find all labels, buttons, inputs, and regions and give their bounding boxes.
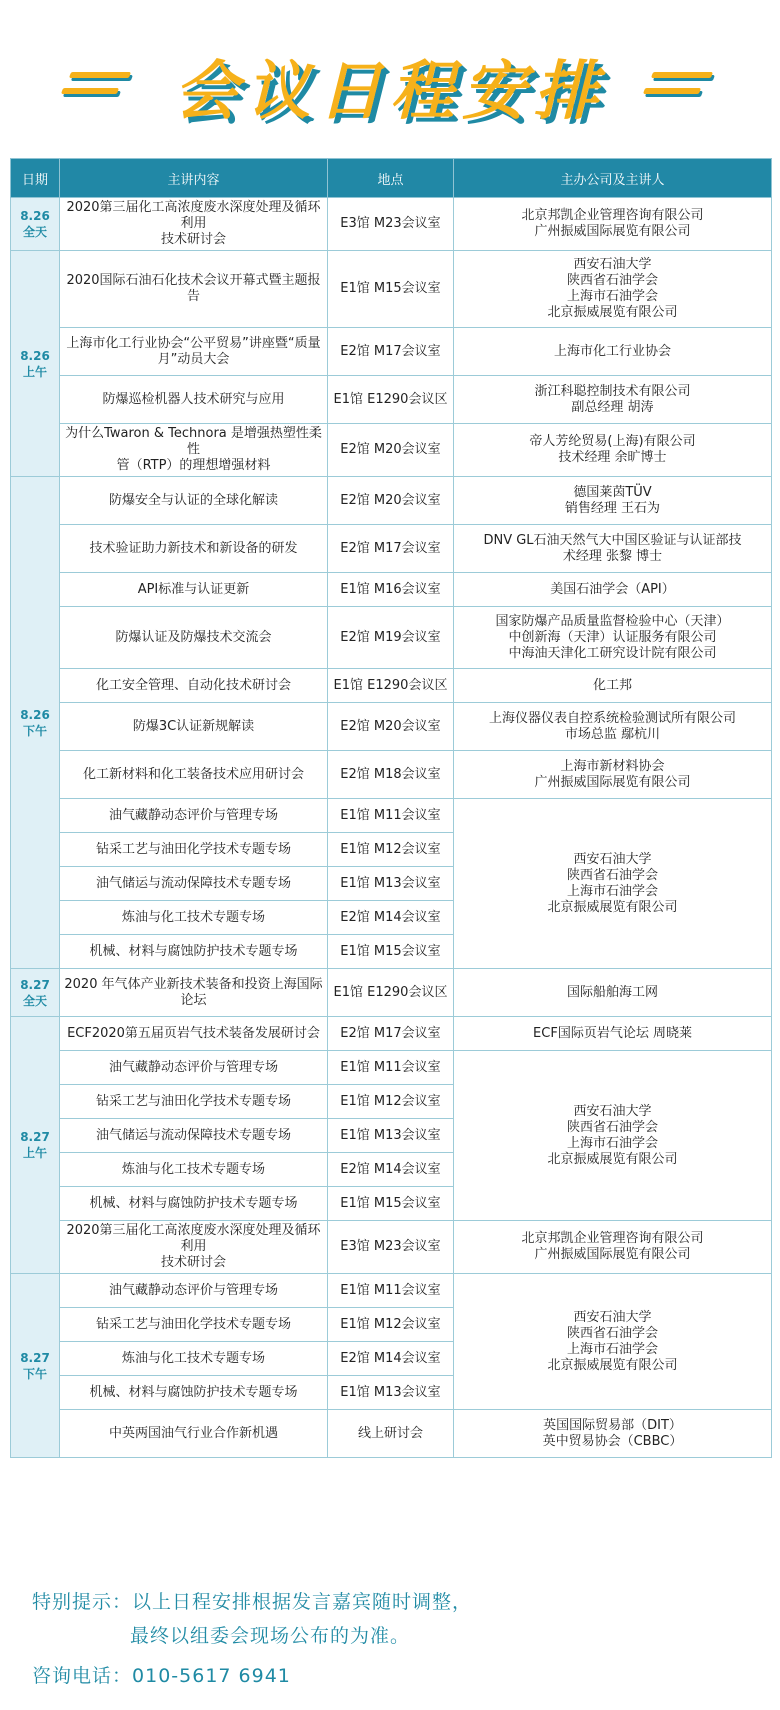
table-row [11, 969, 772, 1017]
host-cell: 上海市新材料协会 广州振威国际展览有限公司 [454, 751, 772, 799]
topic-cell: 2020 年气体产业新技术装备和投资上海国际论坛 [60, 969, 328, 1017]
topic-cell: 钻采工艺与油田化学技术专题专场 [60, 1085, 328, 1119]
venue-cell: E2馆 M20会议室 [328, 703, 454, 751]
title-banner [0, 0, 780, 150]
table-header-row [11, 159, 772, 198]
host-cell: ECF国际页岩气论坛 周晓莱 [454, 1017, 772, 1051]
topic-cell: 防爆3C认证新规解读 [60, 703, 328, 751]
venue-cell: E1馆 M13会议室 [328, 867, 454, 901]
header-host: 主办公司及主讲人 [454, 159, 772, 198]
table-row [11, 376, 772, 424]
venue-cell: E2馆 M18会议室 [328, 751, 454, 799]
venue-cell: E2馆 M19会议室 [328, 607, 454, 669]
topic-cell: 技术验证助力新技术和新设备的研发 [60, 525, 328, 573]
topic-cell: 炼油与化工技术专题专场 [60, 1153, 328, 1187]
topic-cell: 油气储运与流动保障技术专题专场 [60, 1119, 328, 1153]
table-row [11, 1410, 772, 1458]
header-topic: 主讲内容 [60, 159, 328, 198]
venue-cell: E1馆 E1290会议区 [328, 376, 454, 424]
note-line-2 [32, 1619, 752, 1653]
topic-cell: 炼油与化工技术专题专场 [60, 901, 328, 935]
venue-cell: E2馆 M20会议室 [328, 477, 454, 525]
page-title: 会议日程安排 [174, 55, 606, 129]
table-row [11, 751, 772, 799]
notes-section [32, 1585, 752, 1693]
venue-cell: E1馆 M12会议室 [328, 1085, 454, 1119]
venue-cell: E1馆 M11会议室 [328, 799, 454, 833]
venue-cell: E1馆 E1290会议区 [328, 969, 454, 1017]
venue-cell: E1馆 M15会议室 [328, 1187, 454, 1221]
topic-cell: 油气储运与流动保障技术专题专场 [60, 867, 328, 901]
phone-line [32, 1659, 752, 1693]
venue-cell: E1馆 E1290会议区 [328, 669, 454, 703]
topic-cell: 油气藏静动态评价与管理专场 [60, 1274, 328, 1308]
table-row [11, 477, 772, 525]
host-cell: 西安石油大学 陕西省石油学会 上海市石油学会 北京振威展览有限公司 [454, 1051, 772, 1221]
venue-cell: E3馆 M23会议室 [328, 198, 454, 251]
date-cell: 8.27 下午 [11, 1274, 60, 1458]
table-row [11, 198, 772, 251]
schedule-table [10, 158, 772, 1458]
topic-cell: 化工新材料和化工装备技术应用研讨会 [60, 751, 328, 799]
note-label: 特别提示： [32, 1591, 133, 1613]
date-cell: 8.27 全天 [11, 969, 60, 1017]
venue-cell: E2馆 M17会议室 [328, 525, 454, 573]
date-cell: 8.26 下午 [11, 477, 60, 969]
phone-number: 010-5617 6941 [132, 1665, 291, 1687]
date-cell: 8.26 全天 [11, 198, 60, 251]
venue-cell: E2馆 M20会议室 [328, 424, 454, 477]
table-row [11, 525, 772, 573]
topic-cell: 上海市化工行业协会“公平贸易”讲座暨“质量 月”动员大会 [60, 328, 328, 376]
venue-cell: E1馆 M11会议室 [328, 1051, 454, 1085]
host-cell: 国际船舶海工网 [454, 969, 772, 1017]
venue-cell: E2馆 M14会议室 [328, 1342, 454, 1376]
date-cell: 8.27 上午 [11, 1017, 60, 1274]
topic-cell: 2020第三届化工高浓度废水深度处理及循环利用 技术研讨会 [60, 1221, 328, 1274]
host-cell: 化工邦 [454, 669, 772, 703]
host-cell: 美国石油学会（API） [454, 573, 772, 607]
header-date: 日期 [11, 159, 60, 198]
topic-cell: 2020第三届化工高浓度废水深度处理及循环利用 技术研讨会 [60, 198, 328, 251]
venue-cell: E2馆 M14会议室 [328, 1153, 454, 1187]
host-cell: 北京邦凯企业管理咨询有限公司 广州振威国际展览有限公司 [454, 1221, 772, 1274]
host-cell: 西安石油大学 陕西省石油学会 上海市石油学会 北京振威展览有限公司 [454, 799, 772, 969]
table-row [11, 669, 772, 703]
venue-cell: E1馆 M13会议室 [328, 1119, 454, 1153]
venue-cell: E2馆 M17会议室 [328, 328, 454, 376]
topic-cell: 2020国际石油石化技术会议开幕式暨主题报告 [60, 251, 328, 328]
topic-cell: 化工安全管理、自动化技术研讨会 [60, 669, 328, 703]
topic-cell: 油气藏静动态评价与管理专场 [60, 799, 328, 833]
table-row [11, 607, 772, 669]
table-row [11, 1051, 772, 1085]
topic-cell: 炼油与化工技术专题专场 [60, 1342, 328, 1376]
host-cell: 国家防爆产品质量监督检验中心（天津） 中创新海（天津）认证服务有限公司 中海油天津化工研究设计院有限公司 [454, 607, 772, 669]
note-text-1: 以上日程安排根据发言嘉宾随时调整， [132, 1591, 473, 1613]
topic-cell: 钻采工艺与油田化学技术专题专场 [60, 833, 328, 867]
venue-cell: E1馆 M15会议室 [328, 935, 454, 969]
phone-label: 咨询电话： [32, 1665, 133, 1687]
venue-cell: E1馆 M13会议室 [328, 1376, 454, 1410]
topic-cell: API标准与认证更新 [60, 573, 328, 607]
table-row [11, 328, 772, 376]
note-line-1 [32, 1585, 752, 1619]
table-row [11, 799, 772, 833]
host-cell: 英国国际贸易部（DIT） 英中贸易协会（CBBC） [454, 1410, 772, 1458]
topic-cell: 为什么Twaron & Technora 是增强热塑性柔性 管（RTP）的理想增强材料 [60, 424, 328, 477]
host-cell: 西安石油大学 陕西省石油学会 上海市石油学会 北京振威展览有限公司 [454, 251, 772, 328]
venue-cell: E3馆 M23会议室 [328, 1221, 454, 1274]
header-venue: 地点 [328, 159, 454, 198]
topic-cell: 中英两国油气行业合作新机遇 [60, 1410, 328, 1458]
host-cell: 北京邦凯企业管理咨询有限公司 广州振威国际展览有限公司 [454, 198, 772, 251]
topic-cell: 钻采工艺与油田化学技术专题专场 [60, 1308, 328, 1342]
topic-cell: 机械、材料与腐蚀防护技术专题专场 [60, 935, 328, 969]
host-cell: 上海仪器仪表自控系统检验测试所有限公司 市场总监 鄢杭川 [454, 703, 772, 751]
venue-cell: E1馆 M12会议室 [328, 833, 454, 867]
host-cell: 帝人芳纶贸易(上海)有限公司 技术经理 余旷博士 [454, 424, 772, 477]
note-text-2: 最终以组委会现场公布的为准。 [130, 1625, 411, 1647]
venue-cell: E1馆 M11会议室 [328, 1274, 454, 1308]
host-cell: 浙江科聪控制技术有限公司 副总经理 胡涛 [454, 376, 772, 424]
topic-cell: 油气藏静动态评价与管理专场 [60, 1051, 328, 1085]
topic-cell: 机械、材料与腐蚀防护技术专题专场 [60, 1187, 328, 1221]
venue-cell: E1馆 M16会议室 [328, 573, 454, 607]
topic-cell: 防爆巡检机器人技术研究与应用 [60, 376, 328, 424]
table-row [11, 703, 772, 751]
table-row [11, 1017, 772, 1051]
host-cell: DNV GL石油天然气大中国区验证与认证部技 术经理 张黎 博士 [454, 525, 772, 573]
topic-cell: 防爆认证及防爆技术交流会 [60, 607, 328, 669]
venue-cell: E2馆 M14会议室 [328, 901, 454, 935]
topic-cell: 机械、材料与腐蚀防护技术专题专场 [60, 1376, 328, 1410]
venue-cell: 线上研讨会 [328, 1410, 454, 1458]
topic-cell: ECF2020第五届页岩气技术装备发展研讨会 [60, 1017, 328, 1051]
host-cell: 西安石油大学 陕西省石油学会 上海市石油学会 北京振威展览有限公司 [454, 1274, 772, 1410]
table-row [11, 1274, 772, 1308]
table-row [11, 573, 772, 607]
topic-cell: 防爆安全与认证的全球化解读 [60, 477, 328, 525]
host-cell: 德国莱茵TÜV 销售经理 王石为 [454, 477, 772, 525]
venue-cell: E1馆 M12会议室 [328, 1308, 454, 1342]
venue-cell: E2馆 M17会议室 [328, 1017, 454, 1051]
venue-cell: E1馆 M15会议室 [328, 251, 454, 328]
table-row [11, 1221, 772, 1274]
date-cell: 8.26 上午 [11, 251, 60, 477]
table-row [11, 424, 772, 477]
table-row [11, 251, 772, 328]
host-cell: 上海市化工行业协会 [454, 328, 772, 376]
